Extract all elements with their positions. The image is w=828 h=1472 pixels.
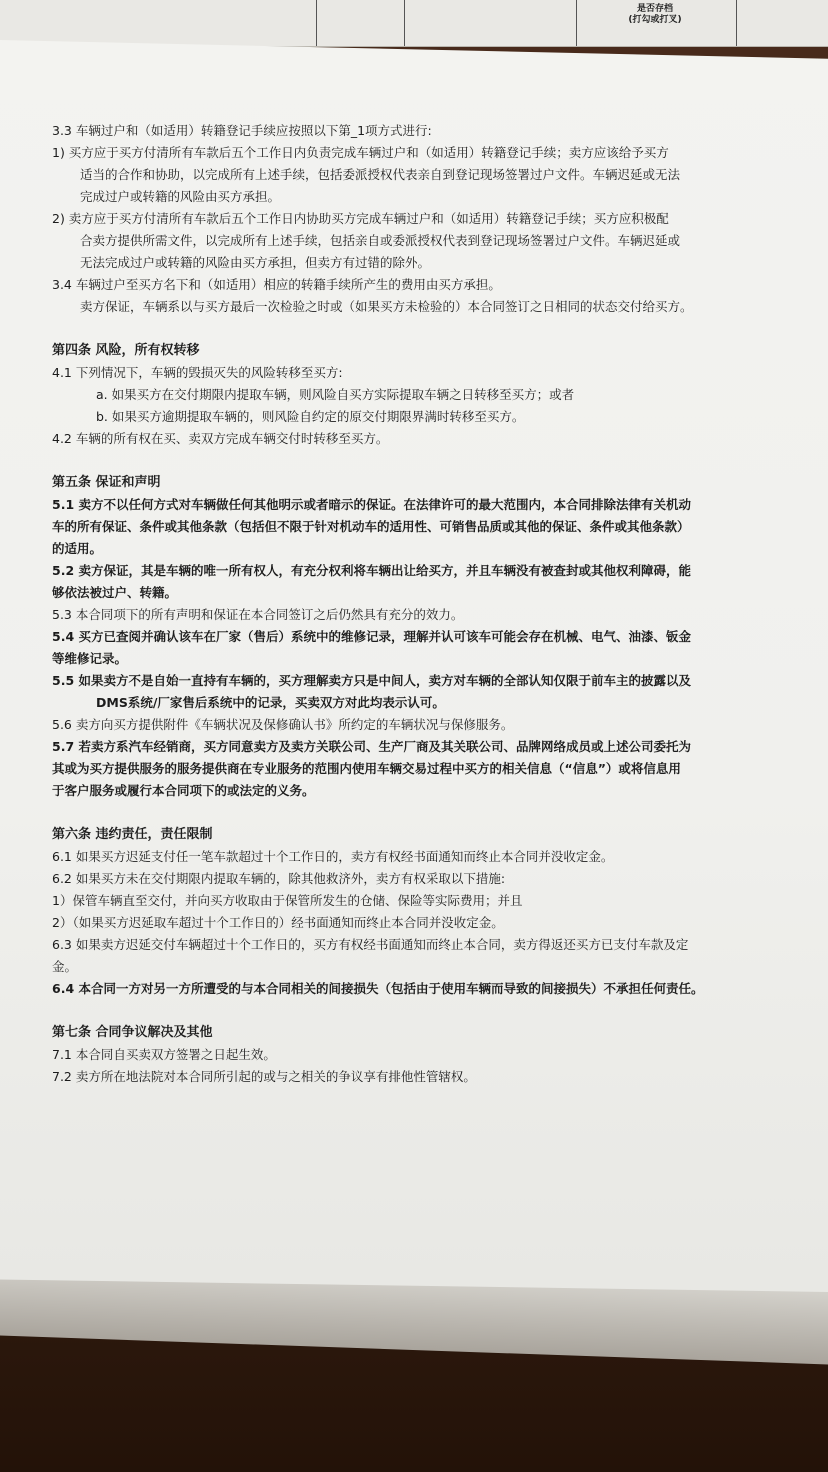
contract-text — [52, 120, 792, 1088]
clause-line: 7.2 卖方所在地法院对本合同所引起的或与之相关的争议享有排他性管辖权。 — [52, 1069, 476, 1084]
clause-line-bold: 5.5 如果卖方不是自始一直持有车辆的，买方理解卖方只是中间人，卖方对车辆的全部认知仅限于前车主的披露以及 — [52, 673, 691, 688]
archive-label-line2: (打勾或打叉) — [628, 15, 682, 25]
clause-line: a. 如果买方在交付期限内提取车辆，则风险自买方实际提取车辆之日转移至买方；或者 — [96, 387, 575, 402]
clause-line: 5.6 卖方向买方提供附件《车辆状况及保修确认书》所约定的车辆状况与保修服务。 — [52, 717, 514, 732]
clause-line: 4.2 车辆的所有权在买、卖双方完成车辆交付时转移至买方。 — [52, 431, 389, 446]
back-table-divider — [576, 0, 577, 46]
clause-line: 6.1 如果买方迟延支付任一笔车款超过十个工作日的，卖方有权经书面通知而终止本合同并没收定金。 — [52, 849, 614, 864]
clause-line-bold: 5.1 卖方不以任何方式对车辆做任何其他明示或者暗示的保证。在法律许可的最大范围内，本合同排除法律有关机动 — [52, 497, 691, 512]
archive-label-line1: 是否存档 — [636, 4, 673, 14]
section-heading: 第六条 违约责任，责任限制 — [52, 827, 213, 842]
clause-line-bold: 5.4 买方已查阅并确认该车在厂家（售后）系统中的维修记录，理解并认可该车可能会存在机械、电气、油漆、钣金 — [52, 629, 691, 644]
clause-line: 2) 卖方应于买方付清所有车款后五个工作日内协助买方完成车辆过户和（如适用）转籍登记手续；买方应积极配 — [52, 211, 669, 226]
clause-line-bold: 车的所有保证、条件或其他条款（包括但不限于针对机动车的适用性、可销售品质或其他的保证、条件或其他条款） — [52, 519, 690, 534]
section-heading: 第五条 保证和声明 — [52, 475, 161, 490]
clause-line-bold: 6.4 本合同一方对另一方所遭受的与本合同相关的间接损失（包括由于使用车辆而导致的间接损失）不承担任何责任。 — [52, 981, 704, 996]
clause-line: 无法完成过户或转籍的风险由买方承担，但卖方有过错的除外。 — [80, 255, 431, 270]
section-heading: 第七条 合同争议解决及其他 — [52, 1025, 213, 1040]
clause-line: 7.1 本合同自买卖双方签署之日起生效。 — [52, 1047, 276, 1062]
clause-line: 1) 买方应于买方付清所有车款后五个工作日内负责完成车辆过户和（如适用）转籍登记手续；卖方应该给予买方 — [52, 145, 669, 160]
clause-line-bold: DMS系统/厂家售后系统中的记录，买卖双方对此均表示认可。 — [96, 695, 445, 710]
back-table-divider — [404, 0, 405, 46]
clause-line: b. 如果买方逾期提取车辆的，则风险自约定的原交付期限界满时转移至买方。 — [96, 409, 525, 424]
clause-line: 金。 — [52, 959, 78, 974]
clause-line: 合卖方提供所需文件，以完成所有上述手续，包括亲自或委派授权代表到登记现场签署过户文件。车辆迟延或 — [80, 233, 681, 248]
section-heading: 第四条 风险，所有权转移 — [52, 343, 200, 358]
clause-line-bold: 5.2 卖方保证，其是车辆的唯一所有权人，有充分权利将车辆出让给买方，并且车辆没有被查封或其他权利障碍，能 — [52, 563, 691, 578]
clause-line: 1）保管车辆直至交付，并向买方收取由于保管所发生的仓储、保险等实际费用；并且 — [52, 893, 523, 908]
clause-line: 5.3 本合同项下的所有声明和保证在本合同签订之后仍然具有充分的效力。 — [52, 607, 464, 622]
clause-line: 3.3 车辆过户和（如适用）转籍登记手续应按照以下第_1项方式进行: — [52, 123, 432, 138]
clause-line-bold: 够依法被过户、转籍。 — [52, 585, 178, 600]
clause-line-bold: 的适用。 — [52, 541, 103, 556]
clause-line: 适当的合作和协助，以完成所有上述手续，包括委派授权代表亲自到登记现场签署过户文件。车辆迟延或无法 — [80, 167, 681, 182]
clause-line: 6.2 如果买方未在交付期限内提取车辆的，除其他救济外，卖方有权采取以下措施: — [52, 871, 506, 886]
clause-line-bold: 其或为买方提供服务的服务提供商在专业服务的范围内使用车辆交易过程中买方的相关信息（“信息”）或将信息用 — [52, 761, 681, 776]
clause-line-bold: 5.7 若卖方系汽车经销商，买方同意卖方及卖方关联公司、生产厂商及其关联公司、品牌网络成员或上述公司委托为 — [52, 739, 691, 754]
clause-line: 6.3 如果卖方迟延交付车辆超过十个工作日的，买方有权经书面通知而终止本合同，卖方得返还买方已支付车款及定 — [52, 937, 689, 952]
clause-line: 完成过户或转籍的风险由买方承担。 — [80, 189, 281, 204]
back-table-divider — [736, 0, 737, 46]
back-sheet-table — [0, 0, 828, 47]
clause-line-bold: 于客户服务或履行本合同项下的或法定的义务。 — [52, 783, 315, 798]
back-table-divider — [316, 0, 317, 46]
clause-line: 3.4 车辆过户至买方名下和（如适用）相应的转籍手续所产生的费用由买方承担。 — [52, 277, 501, 292]
archive-check-label — [580, 4, 730, 26]
clause-line: 4.1 下列情况下，车辆的毁损灭失的风险转移至买方: — [52, 365, 343, 380]
clause-line: 2）（如果买方迟延取车超过十个工作日的）经书面通知而终止本合同并没收定金。 — [52, 915, 504, 930]
clause-line-bold: 等维修记录。 — [52, 651, 128, 666]
clause-line: 卖方保证，车辆系以与买方最后一次检验之时或（如果买方未检验的）本合同签订之日相同的状态交付给买方。 — [80, 299, 693, 314]
